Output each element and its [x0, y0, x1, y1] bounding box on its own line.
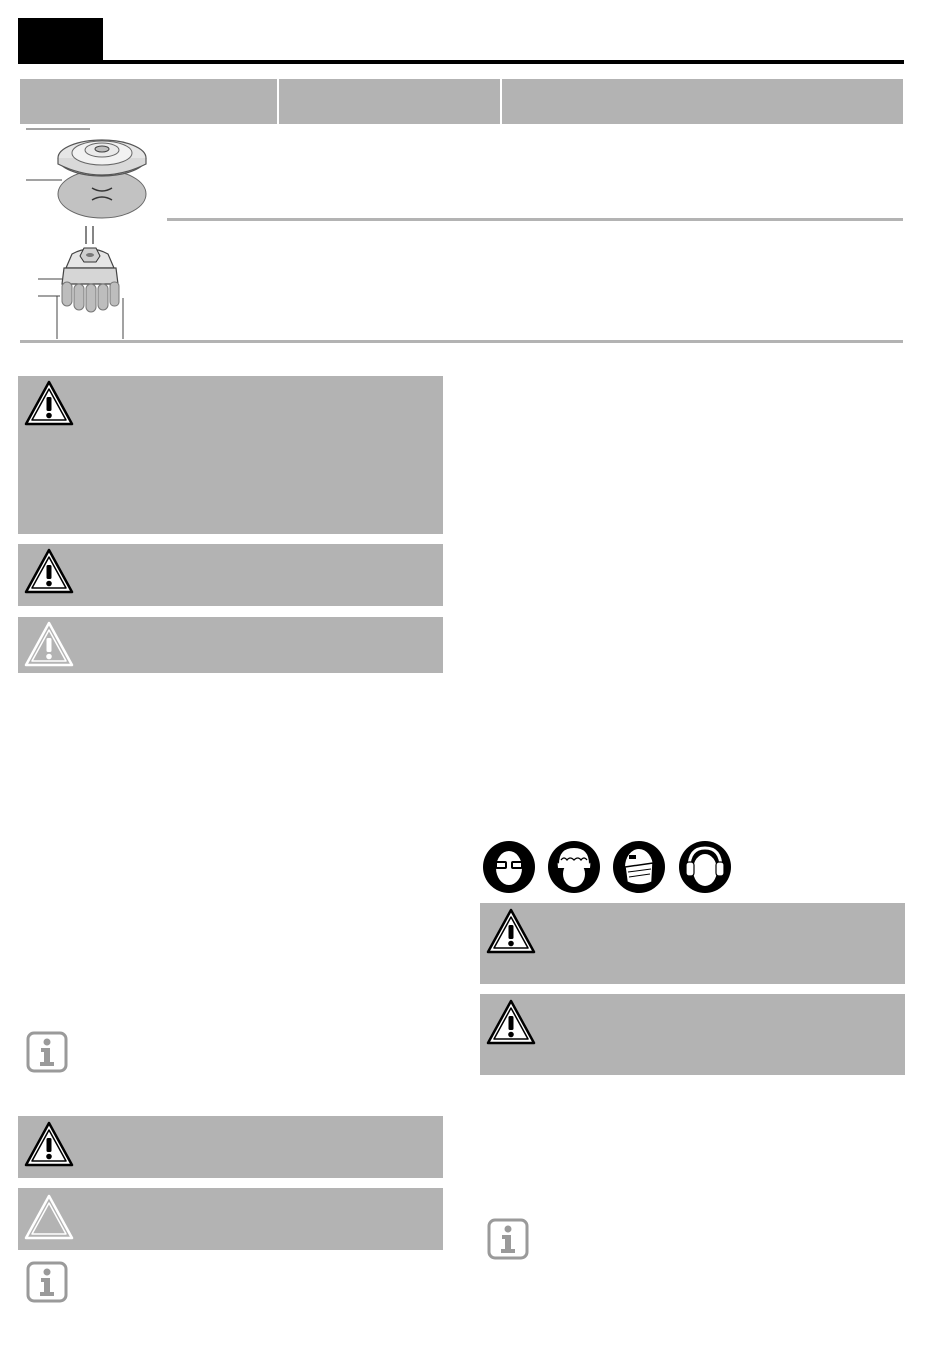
cup-brush-illustration [30, 226, 130, 341]
ppe-icon-row [482, 840, 742, 894]
caution-icon [24, 1194, 74, 1240]
info-icon [487, 1218, 529, 1260]
hair-net-icon [547, 840, 601, 899]
safety-goggles-icon [482, 840, 536, 899]
warning-icon [486, 999, 536, 1045]
info-icon [26, 1261, 68, 1303]
warning-panel-right-2 [480, 994, 905, 1075]
dust-mask-icon [612, 840, 666, 899]
caution-icon [24, 621, 74, 667]
warning-panel-1 [18, 376, 443, 534]
page-tab [18, 18, 103, 63]
warning-panel-3 [18, 1116, 443, 1178]
table-row-divider [167, 218, 903, 221]
info-icon [26, 1031, 68, 1073]
warning-icon [24, 380, 74, 426]
warning-icon [24, 548, 74, 594]
warning-icon [486, 908, 536, 954]
caution-panel-1 [18, 617, 443, 673]
ear-protection-icon [678, 840, 732, 899]
header-rule [18, 60, 904, 64]
warning-icon [24, 1121, 74, 1167]
table-header [20, 79, 903, 124]
warning-panel-2 [18, 544, 443, 606]
caution-panel-2 [18, 1188, 443, 1250]
backing-pad-illustration [22, 124, 167, 220]
table-header-divider-2 [500, 79, 502, 124]
table-header-divider-1 [277, 79, 279, 124]
table-bottom-rule [20, 340, 903, 343]
warning-panel-right-1 [480, 903, 905, 984]
